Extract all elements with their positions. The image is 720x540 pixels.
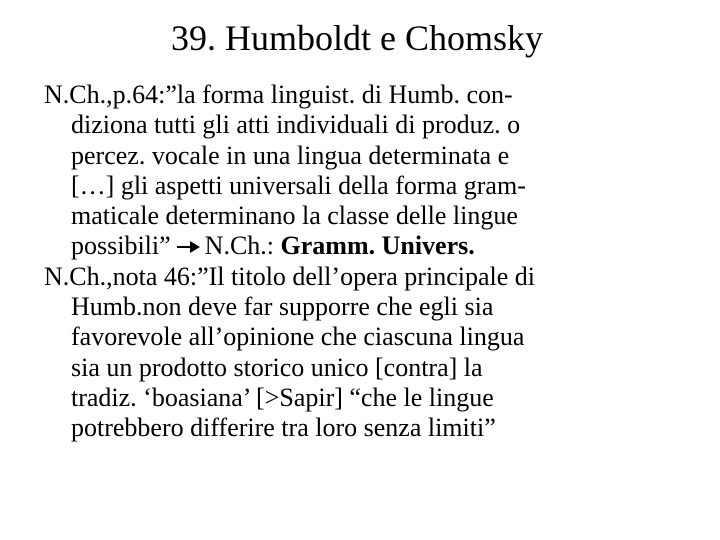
text-line: N.Ch.,nota 46:”Il titolo dell’opera principale di [44, 261, 535, 291]
text-line: maticale determinano la classe delle lingue [71, 201, 518, 231]
text-line: potrebbero differire tra loro senza limiti” [71, 413, 496, 443]
paragraph-humboldt-form [44, 80, 684, 262]
text-line: […] gli aspetti universali della forma gram- [71, 170, 526, 200]
slide-title: 39. Humboldt e Chomsky [170, 18, 543, 58]
text-line: diziona tutti gli atti individuali di produz. o [71, 110, 521, 140]
slide-body [44, 80, 684, 444]
paragraph-note-46 [44, 262, 684, 444]
text-line: tradiz. ‘boasiana’ [>Sapir] “che le lingue [71, 382, 494, 412]
text-before-arrow: possibili” [71, 231, 171, 261]
text-line: favorevole all’opinione che ciascuna lingua [71, 322, 525, 352]
right-arrow-icon [175, 239, 201, 255]
text-line: sia un prodotto storico unico [contra] la [71, 352, 483, 382]
text-line: percez. vocale in una lingua determinata e [71, 140, 510, 170]
text-after-arrow: N.Ch.: [204, 231, 281, 261]
text-line-with-arrow [44, 231, 684, 261]
text-line: Humb.non deve far supporre che egli sia [71, 292, 494, 322]
text-line: N.Ch.,p.64:”la forma linguist. di Humb. con- [44, 80, 513, 109]
bold-term: Gramm. Univers. [280, 231, 475, 261]
